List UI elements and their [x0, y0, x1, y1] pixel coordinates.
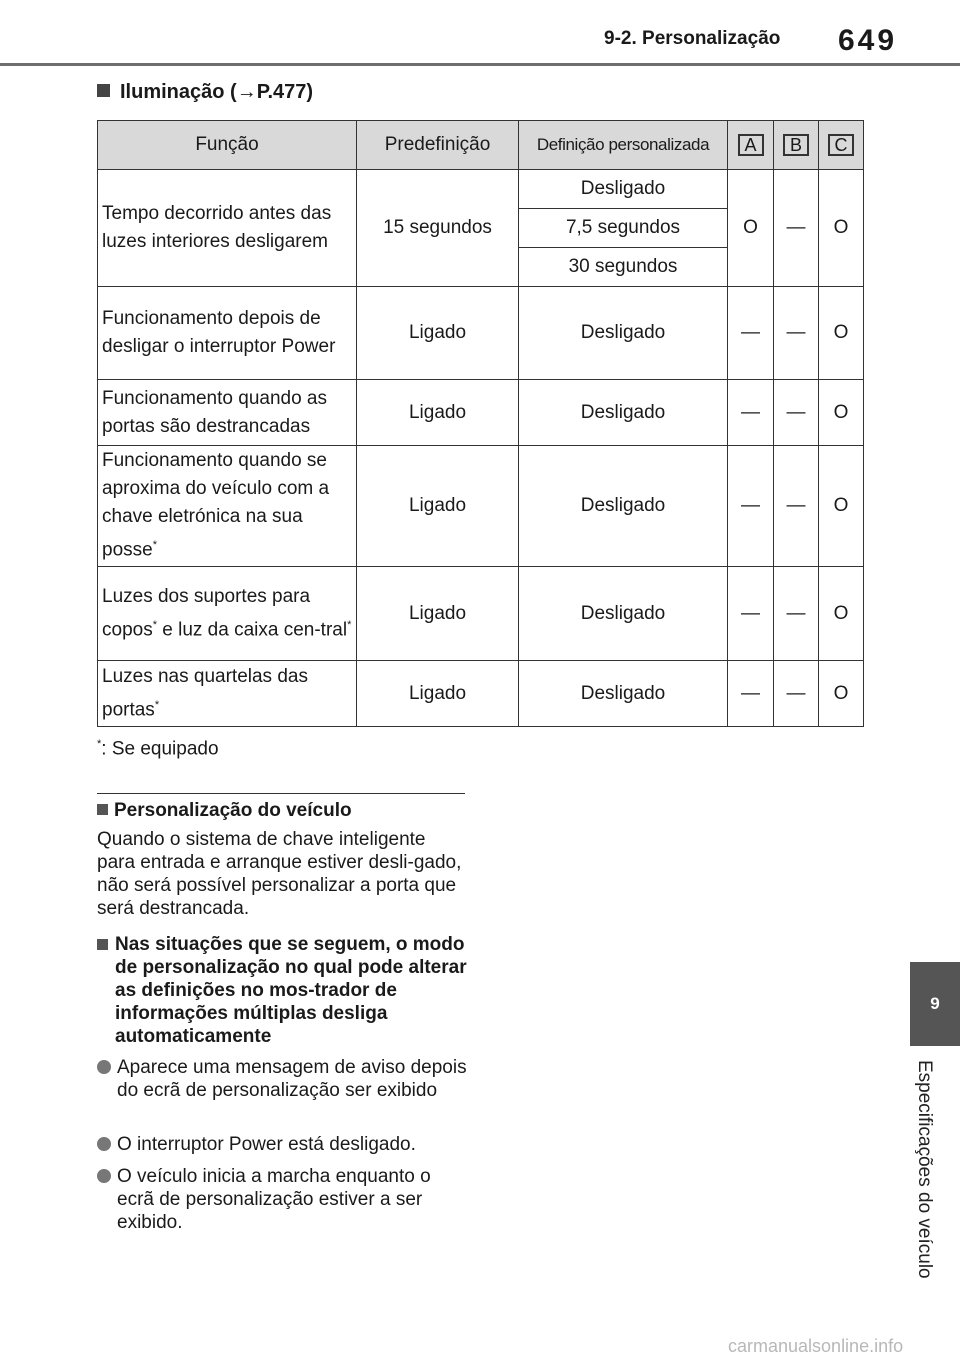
- chapter-tab: [910, 962, 960, 1046]
- header-funcao: Função: [98, 121, 357, 170]
- table-header-row: [98, 121, 864, 170]
- header-rule: [0, 63, 960, 66]
- cell-funcao-text: Luzes nas quartelas das portas: [102, 665, 308, 721]
- cell-predefinicao: Ligado: [357, 661, 519, 727]
- cell-funcao: Tempo decorrido antes das luzes interiores desligarem: [98, 170, 357, 287]
- header-predefinicao: Predefinição: [357, 121, 519, 170]
- cell-definicao: Desligado: [519, 287, 728, 380]
- letter-c-box: C: [828, 134, 854, 156]
- footnote-mark: *: [154, 698, 160, 711]
- cell-a: —: [728, 380, 774, 446]
- cell-funcao: Funcionamento depois de desligar o interruptor Power: [98, 287, 357, 380]
- footnote: [97, 738, 219, 760]
- cell-funcao-text: Luzes dos suportes para copos: [102, 585, 311, 641]
- list-item-text: O veículo inicia a marcha enquanto o ecrã de personalização estiver a ser exibido.: [117, 1166, 431, 1233]
- list-item-text: O interruptor Power está desligado.: [117, 1134, 416, 1155]
- footnote-mark: *: [97, 738, 102, 750]
- square-bullet-icon: [97, 939, 108, 950]
- cell-a: —: [728, 287, 774, 380]
- round-bullet-icon: [97, 1137, 111, 1151]
- auto-off-heading: [97, 933, 469, 1048]
- footnote-mark: *: [152, 539, 157, 552]
- cell-funcao: Funcionamento quando as portas são destrancadas: [98, 380, 357, 446]
- table-row: [98, 380, 864, 446]
- cell-option: Desligado: [519, 170, 728, 209]
- cell-predefinicao: Ligado: [357, 287, 519, 380]
- vehicle-custom-paragraph: Quando o sistema de chave inteligente para entrada e arranque estiver desli-gado, não será possível personalizar a porta que será destrancada.: [97, 829, 462, 919]
- footnote-text: : Se equipado: [101, 738, 219, 760]
- cell-a: —: [728, 661, 774, 727]
- cell-c: O: [819, 567, 864, 661]
- cell-definicao: Desligado: [519, 567, 728, 661]
- cell-b: —: [774, 170, 819, 287]
- cell-funcao: [98, 446, 357, 567]
- round-bullet-icon: [97, 1060, 111, 1074]
- cell-definicao: Desligado: [519, 661, 728, 727]
- list-item: [97, 1133, 469, 1156]
- header-a: [728, 121, 774, 170]
- square-bullet-icon: [97, 84, 110, 97]
- list-item-text: Aparece uma mensagem de aviso depois do ecrã de personalização ser exibido: [117, 1057, 467, 1101]
- watermark: carmanualsonline.info: [728, 1336, 904, 1356]
- table-row: [98, 170, 864, 209]
- table-row: [98, 446, 864, 567]
- cell-c: O: [819, 170, 864, 287]
- cell-c: O: [819, 446, 864, 567]
- cell-option: 7,5 segundos: [519, 209, 728, 248]
- header-section-title: 9-2. Personalização: [604, 28, 781, 49]
- cell-c: O: [819, 380, 864, 446]
- list-item: [97, 1165, 469, 1234]
- letter-a-box: A: [738, 134, 764, 156]
- table-row: [98, 287, 864, 380]
- chapter-label: Especificações do veículo: [914, 1060, 935, 1279]
- cell-predefinicao: Ligado: [357, 446, 519, 567]
- cell-funcao-text: e luz da caixa cen-tral: [156, 619, 348, 641]
- section-heading-text: Iluminação (→P.477): [120, 81, 314, 103]
- list-item: [97, 1056, 469, 1102]
- auto-off-title: Nas situações que se seguem, o modo de personalização no qual pode alterar as definições no mos-trador de informações múltiplas desliga automaticamente: [115, 934, 467, 1047]
- cell-funcao-text: Funcionamento quando se aproxima do veículo com a chave eletrónica na sua posse: [102, 450, 330, 561]
- cell-a: —: [728, 446, 774, 567]
- cell-c: O: [819, 287, 864, 380]
- cell-b: —: [774, 287, 819, 380]
- section-divider: [97, 793, 465, 794]
- letter-b-box: B: [783, 134, 809, 156]
- header-b: [774, 121, 819, 170]
- footnote-mark: *: [152, 618, 157, 631]
- page-number: 649: [838, 24, 898, 57]
- vehicle-custom-heading: [97, 800, 477, 822]
- vehicle-custom-title: Personalização do veículo: [114, 800, 352, 821]
- chapter-number: 9: [930, 994, 940, 1013]
- cell-funcao: [98, 661, 357, 727]
- cell-predefinicao: Ligado: [357, 380, 519, 446]
- cell-b: —: [774, 661, 819, 727]
- customization-table: [97, 120, 864, 727]
- header-definicao-personalizada: Definição personalizada: [519, 121, 728, 170]
- section-heading: [97, 81, 313, 104]
- cell-definicao: Desligado: [519, 380, 728, 446]
- round-bullet-icon: [97, 1169, 111, 1183]
- table-row: [98, 567, 864, 661]
- cell-b: —: [774, 446, 819, 567]
- cell-funcao: [98, 567, 357, 661]
- cell-c: O: [819, 661, 864, 727]
- cell-a: O: [728, 170, 774, 287]
- footnote-mark: *: [347, 618, 352, 631]
- cell-b: —: [774, 567, 819, 661]
- cell-a: —: [728, 567, 774, 661]
- cell-b: —: [774, 380, 819, 446]
- cell-predefinicao: 15 segundos: [357, 170, 519, 287]
- cell-predefinicao: Ligado: [357, 567, 519, 661]
- table-row: [98, 661, 864, 727]
- header-c: [819, 121, 864, 170]
- square-bullet-icon: [97, 804, 108, 815]
- cell-definicao: Desligado: [519, 446, 728, 567]
- cell-option: 30 segundos: [519, 248, 728, 287]
